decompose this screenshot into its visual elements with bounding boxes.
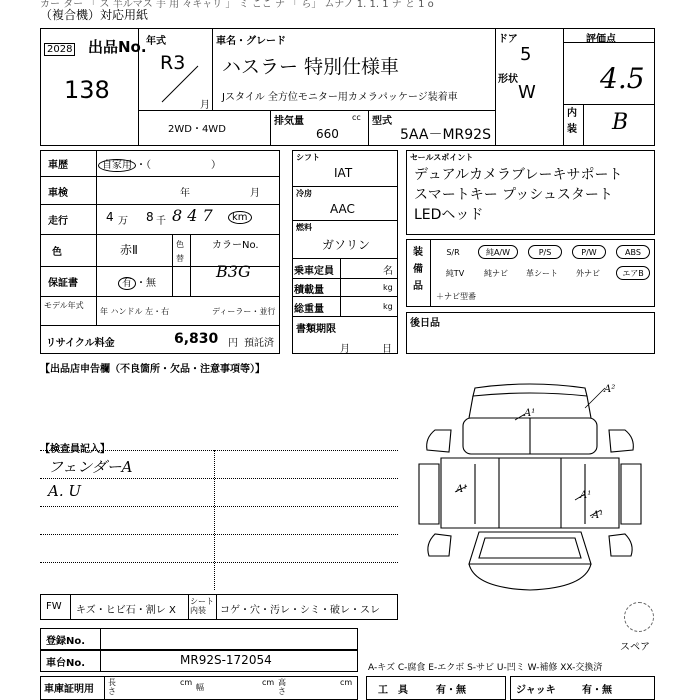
inspector-note2: A. U <box>48 482 82 500</box>
displacement-unit: cc <box>352 113 361 122</box>
recycle-unit: 円 <box>228 338 238 349</box>
selling-label: セールスポイント <box>410 153 474 162</box>
docs-month: 月 <box>340 344 350 355</box>
weight-label: 総重量 <box>294 304 324 315</box>
aftermarket-block <box>406 312 655 354</box>
weight-unit: kg <box>383 302 393 311</box>
score-label: 評価点 <box>586 34 616 45</box>
docs-day: 日 <box>382 344 392 355</box>
ac-label: 冷房 <box>296 189 312 198</box>
ac-value: AAC <box>330 202 355 216</box>
year-month-unit: 月 <box>200 100 210 111</box>
mileage-sen-unit: 千 <box>156 216 166 227</box>
opt-abs: ABS <box>616 245 650 259</box>
spare-circle <box>624 602 654 632</box>
opt-extnavi: 外ナビ <box>576 269 600 278</box>
score-value: 4.5 <box>600 62 645 95</box>
inspection-year-unit: 年 <box>180 188 190 199</box>
interior-label: 内装 <box>567 108 577 135</box>
shape-value: W <box>518 82 536 103</box>
tools-value: 有・無 <box>436 685 466 696</box>
lot-number: 138 <box>64 76 110 104</box>
header-cut-text: カー ター 「 ス 半ルマス 手 用 々キャリ 」 ミ ここ ナ 「 ら」 ムナノ 1. 1. 1 ナ と 1 o <box>40 0 434 10</box>
color-no-label: カラーNo. <box>212 240 259 251</box>
car-name: ハスラー 特別仕様車 <box>222 56 400 78</box>
inspector-label: 【検査員記入】 <box>40 444 110 455</box>
mileage-label: 走行 <box>48 216 68 227</box>
shape-label: 形状 <box>498 74 518 85</box>
cert-height: 高さ <box>278 678 286 696</box>
interior-value: B <box>612 110 629 135</box>
damage-a2: A² <box>604 384 616 395</box>
cert-width: 幅 <box>196 683 204 692</box>
lot-label: 出品No. <box>88 38 147 56</box>
opt-pw: P/W <box>572 245 606 259</box>
cert-label: 車庫証明用 <box>44 684 94 695</box>
declaration-label: 【出品店申告欄（不良箇所・欠品・注意事項等）】 <box>40 364 265 375</box>
seat-label: シート内装 <box>190 597 214 615</box>
selling-line1: デュアルカメラブレーキサポート <box>414 167 623 183</box>
model-label: 型式 <box>372 116 392 127</box>
color-value: 赤Ⅱ <box>120 243 138 257</box>
equipment-extra: ＋ナビ型番 <box>436 292 476 301</box>
capacity-unit: 名 <box>383 266 393 277</box>
inspection-label: 車検 <box>48 188 68 199</box>
history-tail: ・（ ） <box>136 160 221 171</box>
chassis-value: MR92S-172054 <box>180 653 272 667</box>
chassis-label: 車台No. <box>46 658 86 669</box>
damage-a1-left: A¹ <box>456 484 468 495</box>
docs-label: 書類期限 <box>296 324 336 335</box>
shift-label: シフト <box>296 153 320 162</box>
opt-leather: 革シート <box>526 269 558 278</box>
recycle-value: 6,830 <box>174 331 219 347</box>
repaint-label: 色替 <box>176 240 184 263</box>
opt-ps: P/S <box>528 245 562 259</box>
selling-line2: スマートキー プッシュスタート <box>414 187 613 203</box>
fuel-label: 燃料 <box>296 223 312 232</box>
displacement-label: 排気量 <box>274 116 304 127</box>
jack-value: 有・無 <box>582 685 612 696</box>
shift-value: IAT <box>334 166 353 180</box>
warranty-no: ・無 <box>136 278 156 289</box>
history-label: 車歴 <box>48 160 68 171</box>
equipment-label: 装備品 <box>413 247 423 292</box>
mileage-km: km <box>228 211 252 224</box>
opt-airbag: エアB <box>616 266 650 280</box>
seat-text: コゲ・穴・汚レ・シミ・破レ・スレ <box>220 605 380 616</box>
model-year-label: モデル年式 <box>44 301 84 310</box>
car-label: 車名・グレード <box>216 36 286 47</box>
car-grade: Jスタイル 全方位モニター用カメラパッケージ装着車 <box>222 92 458 103</box>
jack-label: ジャッキ <box>516 685 556 696</box>
selling-line3: LEDヘッド <box>414 207 484 223</box>
recycle-status: 預託済 <box>244 338 274 349</box>
cert-cm3: cm <box>340 678 353 687</box>
load-unit: kg <box>383 283 393 292</box>
model-year-handle: 年 ハンドル 左・右 <box>100 307 170 316</box>
registration-row <box>40 628 358 650</box>
color-label: 色 <box>52 247 62 258</box>
fw-text: キズ・ヒビ石・割レ X <box>76 605 176 616</box>
opt-navi: 純ナビ <box>484 269 508 278</box>
model-year-dealer: ディーラー・並行 <box>212 307 276 316</box>
mileage-man-unit: 万 <box>118 216 128 227</box>
mileage-sen: 8 <box>146 210 154 224</box>
model-value: 5AA－MR92S <box>400 127 491 143</box>
inspector-note1: フェンダーA <box>48 458 133 476</box>
cert-cm2: cm <box>262 678 275 687</box>
doors-value: 5 <box>520 44 532 65</box>
year-value: R3 <box>160 52 186 74</box>
spare-label: スペア <box>620 642 650 653</box>
registration-label: 登録No. <box>46 636 86 647</box>
damage-a1-rear: A¹ <box>592 510 604 521</box>
year-label: 年式 <box>146 36 166 47</box>
info-block <box>40 150 280 354</box>
history-private: 自家用 <box>98 159 136 172</box>
doors-label: ドア <box>498 34 518 45</box>
fuel-value: ガソリン <box>322 238 371 252</box>
cert-cm1: cm <box>180 678 193 687</box>
opt-sr: S/R <box>446 248 460 257</box>
cert-length: 長さ <box>108 678 116 696</box>
damage-legend: A-キズ C-腐食 E-エクボ S-サビ U-凹ミ W-補修 XX-交換済 <box>368 663 603 673</box>
capacity-label: 乗車定員 <box>294 266 334 277</box>
load-label: 積載量 <box>294 285 324 296</box>
inspection-month-unit: 月 <box>250 188 260 199</box>
mileage-handwritten: 8 4 7 <box>172 206 213 225</box>
copy-type: （複合機）対応用紙 <box>40 8 149 22</box>
warranty-yes: 有 <box>118 277 136 290</box>
tools-label: 工 具 <box>378 685 408 696</box>
aftermarket-label: 後日品 <box>410 318 440 329</box>
fw-label: FW <box>46 601 62 612</box>
opt-tv: 純TV <box>445 269 465 278</box>
drive-type: 2WD・4WD <box>168 124 226 135</box>
color-no: B3G <box>216 262 251 281</box>
opt-aw: 純A/W <box>478 245 518 259</box>
mileage-man: 4 <box>106 210 114 224</box>
displacement-value: 660 <box>316 127 339 141</box>
auction-code: 2028 <box>44 43 75 56</box>
damage-a1-top: A¹ <box>524 408 536 419</box>
recycle-label: リサイクル料金 <box>46 338 115 349</box>
warranty-label: 保証書 <box>48 278 78 289</box>
damage-a1-right: A¹ <box>580 490 592 501</box>
